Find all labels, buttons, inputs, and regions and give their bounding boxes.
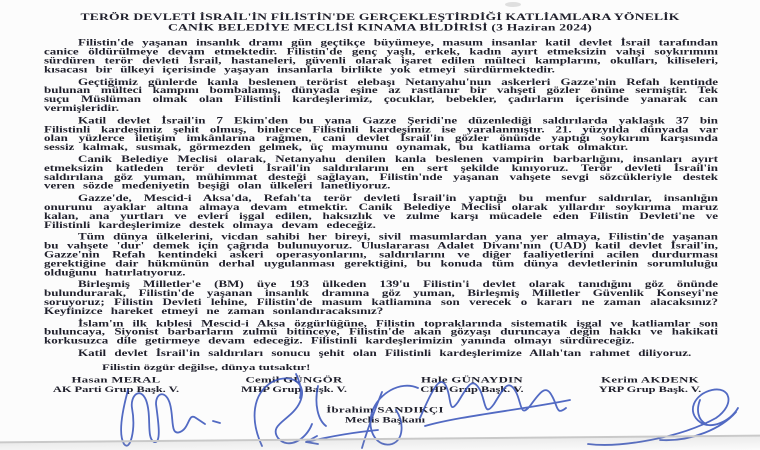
- chairman-name: İbrahim SANDIKÇI: [326, 404, 444, 415]
- paragraph: Canik Belediye Meclisi olarak, Netanyahu denilen kanla beslenen vampirin barbarlığını, insanları ayırt etmeksizin katleden terör devleti İsrail'in saldırılarını en sert şekilde kınıyoruz. Terör devleti İsrail'in saldırılana göz yuman, mühimmat desteği sağlayan, Filistin'nde yaşanan vahşete sevgi sözcükleriyle destek veren sözde medeniyetin beşiği olan ülkeleri lanetliyoruz.: [44, 153, 718, 191]
- signatory-name: Kerim AKDENK: [601, 374, 699, 385]
- paragraph: İslam'ın ilk kıblesi Mescid-i Aksa özgürlüğüne, Filistin topraklarında sistematik işgal ve katliamlar son buluncaya, Siyonist barbarların zulmü bitinceye, Filistin'de akan gözyaşı duruncaya değin hakkı ve hakikati korkusuzca dile getirmeye devam edeceğiz. Filistinli kardeşlerimizin yanında olmayı sürdüreceğiz.: [44, 317, 718, 346]
- title-line-2: CANİK BELEDİYE MECLİSİ KINAMA BİLDİRİSİ (3 Haziran 2024): [168, 22, 592, 33]
- signatory-name: Hasan MERAL: [71, 374, 161, 385]
- title-line-1: TERÖR DEVLETİ İSRAİL'İN FİLİSTİN'DE GERÇEKLEŞTİRDİĞİ KATLİAMLARA YÖNELİK: [80, 11, 680, 23]
- signatory-title: MHP Grup Başk. V.: [241, 384, 347, 394]
- document-title: [0, 0, 760, 33]
- paragraph: Katil devlet İsrail'in 7 Ekim'den bu yana Gazze Şeridi'ne düzenlediği saldırılarda yaklaşık 37 bin Filistinli kardeşimiz şehit olmuş, binlerce Filistinli kardeşimiz ise yaralanmıştır. 21. yüzyılda dünyada var olan yüzlerce iletişim imkânlarına rağmen, cani devlet İsrail'in gözler önünde yaptığı soykırım karşısında sessiz kalmak, susmak, görmezden gelmek, üç maymunu oynamak, bu katliama ortak olmaktır.: [44, 115, 718, 152]
- paragraph: Katil devlet İsrail'in saldırıları sonucu şehit olan Filistinli kardeşlerimize Allah'tan rahmet diliyoruz.: [78, 347, 692, 359]
- paragraph: Geçtiğimiz günlerde kanla beslenen terörist elebaşı Netanyahu'nun askerleri Gazze'nin Refah kentinde bulunan mülteci kampını bombalamış, dünyada eşine az rastlanır bir vahşeti gözler önüne sermiştir. Tek suçu Müslüman olmak olan Filistinli kardeşlerimiz, çocuklar, bebekler, çadırların içerisinde yanarak can vermişleridir.: [44, 76, 718, 114]
- signature-cemil-gungor-ink: [255, 374, 326, 446]
- signatory-title: YRP Grup Başk. V.: [598, 384, 702, 394]
- signatory-title: CHP Grup Başk. V.: [420, 384, 524, 394]
- paragraph: Birleşmiş Milletler'e (BM) üye 193 ülkeden 139'u Filistin'i devlet olarak tanıdığını göz önünde bulundurarak, Filistin'de yaşanan insanlık dramına göz yuman, Birleşmiş Milletler Güvenlik Konseyi'ne soruyoruz; Filistin Devleti lehine, Filistin'de masum katliamına son verecek o kararı ne zaman alacaksınız? Keyfinizce hareket etmeyi ne zaman sonlandıracaksınız?: [44, 279, 718, 316]
- signatory-title: AK Parti Grup Başk. V.: [52, 384, 180, 394]
- slogan: Filistin özgür değilse, dünya tutsaktır!: [102, 362, 311, 372]
- paragraph: Filistin'de yaşanan insanlık dramı gün geçtikçe büyümeye, masum insanlar katil devlet İsrail tarafından canice öldürülmeye devam etmektedir. Filistin'de genç yaşlı, erkek, kadın ayırt etmeksizin vahşi soykırımını sürdüren terör devleti İsrail, hastaneleri, güvenli olarak işaret edilen mülteci kamplarını, okulları, kiliseleri, kısacası bir ülkeyi içerisinde yaşayan insanlarla birlikte yok etmeyi sürdürmektedir.: [44, 37, 718, 75]
- signature-hale-gunaydin-ink: [420, 382, 570, 426]
- signatory-name: Cemil GÜNGÖR: [245, 374, 343, 385]
- signature-hasan-meral-ink: [121, 390, 220, 446]
- signatory-name: Hale GÜNAYDIN: [421, 374, 523, 385]
- paragraph: Tüm dünya ülkelerini, vicdan sahibi her bireyi, sivil masumlardan yana yer almaya, Filistin'de yaşanan bu vahşete 'dur' demek için çağrıda bulunuyoruz. Uluslararası Adalet Divanı'nın (UAD) katil devlet İsrail'in, Gazze'nin Refah kentindeki askeri operasyonlarını, saldırılarını ve diğer faaliyetlerini acilen durdurması gerektiğine dair hükmünün derhal uygulanması gerektiğini, bu konuda tüm dünya devletlerinin sorumluluğu olduğunu hatırlatıyoruz.: [44, 231, 718, 278]
- document-body: [44, 39, 718, 358]
- chairman-title: Meclis Başkanı: [344, 414, 426, 425]
- paragraph: Gazze'de, Mescid-i Aksa'da, Refah'ta terör devleti İsrail'in yaptığı bu menfur saldırılar, insanlığın onurunu ayaklar altına almaya devam etmektir. Canik Belediye Meclisi olarak yıllardır soykırıma maruz kalan, ana yurtları ve evleri işgal edilen, haksızlık ve zulme karşı mücadele eden Filistin Devleti'ne ve Filistinli kardeşlerimize destek olmaya devam edeceğiz.: [44, 192, 718, 230]
